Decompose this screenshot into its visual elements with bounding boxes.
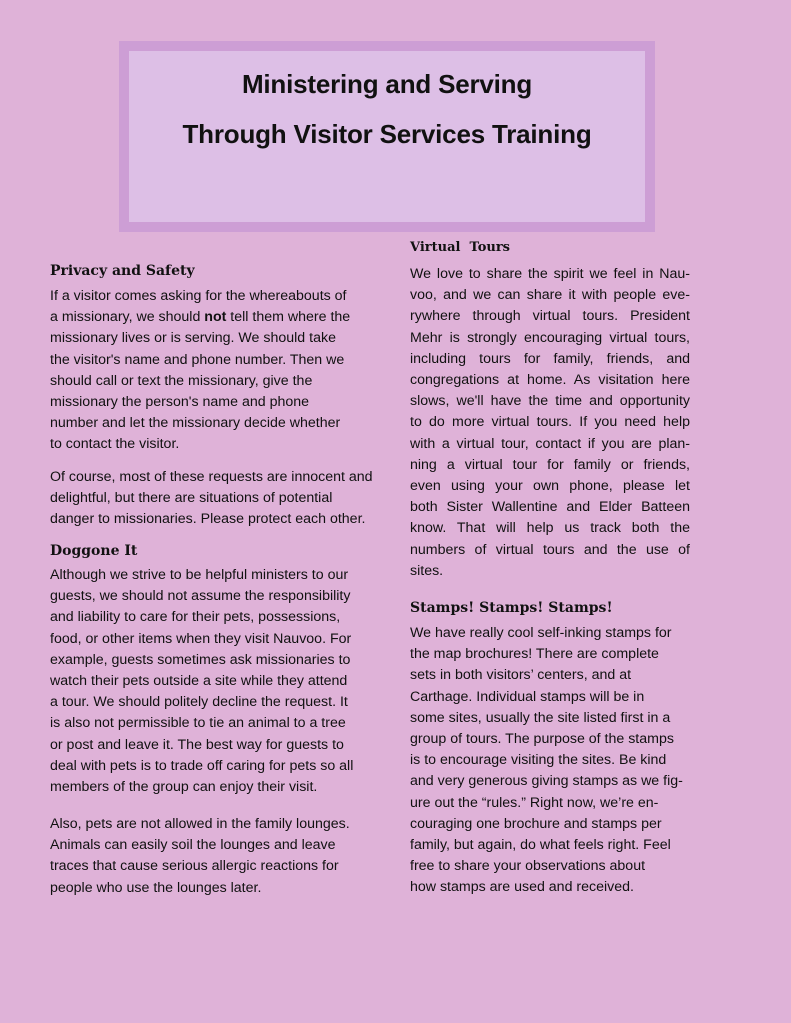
text-line: ning a virtual tour for family or friends,	[410, 456, 690, 473]
text-line: the map brochures! There are complete	[410, 646, 659, 663]
page-title-line-1: Ministering and Serving	[241, 69, 533, 99]
text-line: how stamps are used and received.	[410, 879, 634, 896]
text-line: people who use the lounges later.	[50, 879, 262, 896]
text-line: sets in both visitors’ centers, and at	[410, 667, 632, 684]
text-line: is also not permissible to tie an animal to a tree	[50, 715, 346, 732]
text-line: missionary lives or is serving. We should take	[50, 330, 336, 347]
text-line: group of tours. The purpose of the stamps	[410, 731, 674, 748]
doggone-paragraph-2	[50, 814, 350, 899]
text-line: to contact the visitor.	[50, 436, 180, 453]
text-line: We love to share the spirit we feel in Nau-	[410, 266, 690, 282]
text-line: danger to missionaries. Please protect each other.	[50, 511, 366, 528]
stamps-paragraph	[410, 623, 683, 899]
text-line: members of the group can enjoy their visit.	[50, 779, 318, 796]
privacy-heading: Privacy and Safety	[50, 263, 195, 279]
text-line: Although we strive to be helpful ministers to our	[50, 567, 349, 583]
text-line: including tours for family, friends, and	[410, 350, 690, 367]
privacy-paragraph-2	[50, 467, 373, 531]
text-line: numbers of virtual tours and the use of	[410, 541, 690, 558]
text-line: should call or text the missionary, give the	[50, 372, 313, 389]
title-banner	[119, 41, 655, 232]
text-line: food, or other items when they visit Nauvoo. For	[50, 630, 352, 647]
text-line: missionary the person's name and phone	[50, 394, 310, 411]
doggone-paragraph-1	[50, 565, 353, 798]
text-line: or post and leave it. The best way for guests to	[50, 736, 344, 753]
text-line: Of course, most of these requests are innocent and	[50, 469, 373, 485]
text-line: even using your own phone, please let	[410, 478, 690, 495]
text-line: couraging one brochure and stamps per	[410, 815, 662, 832]
text-run: a missionary, we should	[50, 309, 205, 326]
text-line: example, guests sometimes ask missionaries to	[50, 651, 351, 668]
text-line: Also, pets are not allowed in the family lounges.	[50, 816, 350, 832]
text-line: some sites, usually the site listed first in a	[410, 709, 671, 726]
text-line: number and let the missionary decide whether	[50, 415, 341, 432]
text-line: congregations at home. As visitation here	[410, 372, 690, 389]
emphasis-not: not	[204, 309, 227, 326]
doggone-heading: Doggone It	[50, 543, 138, 559]
text-line: a tour. We should politely decline the request. It	[50, 694, 348, 711]
text-line: and liability to care for their pets, possessions,	[50, 609, 341, 626]
text-line: If a visitor comes asking for the whereabouts of	[50, 288, 347, 304]
text-line: free to share your observations about	[410, 858, 646, 875]
text-line: is to encourage visiting the sites. Be kind	[410, 752, 667, 769]
text-line: to do more virtual tours. If you need help	[410, 414, 690, 431]
text-line: both Sister Wallentine and Elder Batteen	[410, 499, 690, 516]
stamps-heading: Stamps! Stamps! Stamps!	[410, 600, 613, 616]
text-line: watch their pets outside a site while they attend	[50, 673, 348, 690]
text-line: know. That will help us track both the	[410, 520, 690, 537]
virtual-tours-paragraph	[410, 264, 690, 582]
text-line: ure out the “rules.” Right now, we’re en-	[410, 794, 659, 811]
privacy-paragraph-1	[50, 286, 350, 456]
page-title-line-2: Through Visitor Services Training	[182, 119, 592, 149]
text-line	[50, 307, 350, 328]
text-line: rywhere through virtual tours. President	[410, 308, 690, 325]
title-box	[129, 51, 645, 222]
text-line: deal with pets is to trade off caring for pets so all	[50, 757, 354, 774]
text-line: voo, and we can share it with people eve-	[410, 287, 690, 304]
text-line: We have really cool self-inking stamps for	[410, 625, 672, 641]
text-line: traces that cause serious allergic reactions for	[50, 858, 339, 875]
text-line: Mehr is strongly encouraging virtual tours,	[410, 329, 690, 346]
text-line: the visitor's name and phone number. Then we	[50, 351, 345, 368]
text-line: delightful, but there are situations of potential	[50, 490, 333, 507]
text-line: sites.	[410, 562, 444, 579]
text-line: guests, we should not assume the responsibility	[50, 588, 351, 605]
virtual-tours-heading: Virtual Tours	[410, 240, 510, 255]
text-run: tell them where the	[226, 309, 351, 326]
text-line: family, but again, do what feels right. Feel	[410, 837, 671, 854]
text-line: slows, we'll have the time and opportunity	[410, 393, 690, 410]
text-line: Carthage. Individual stamps will be in	[410, 688, 645, 705]
text-line: and very generous giving stamps as we fig-	[410, 773, 683, 790]
text-line: Animals can easily soil the lounges and leave	[50, 837, 336, 854]
text-line: with a virtual tour, contact if you are plan-	[410, 435, 690, 452]
